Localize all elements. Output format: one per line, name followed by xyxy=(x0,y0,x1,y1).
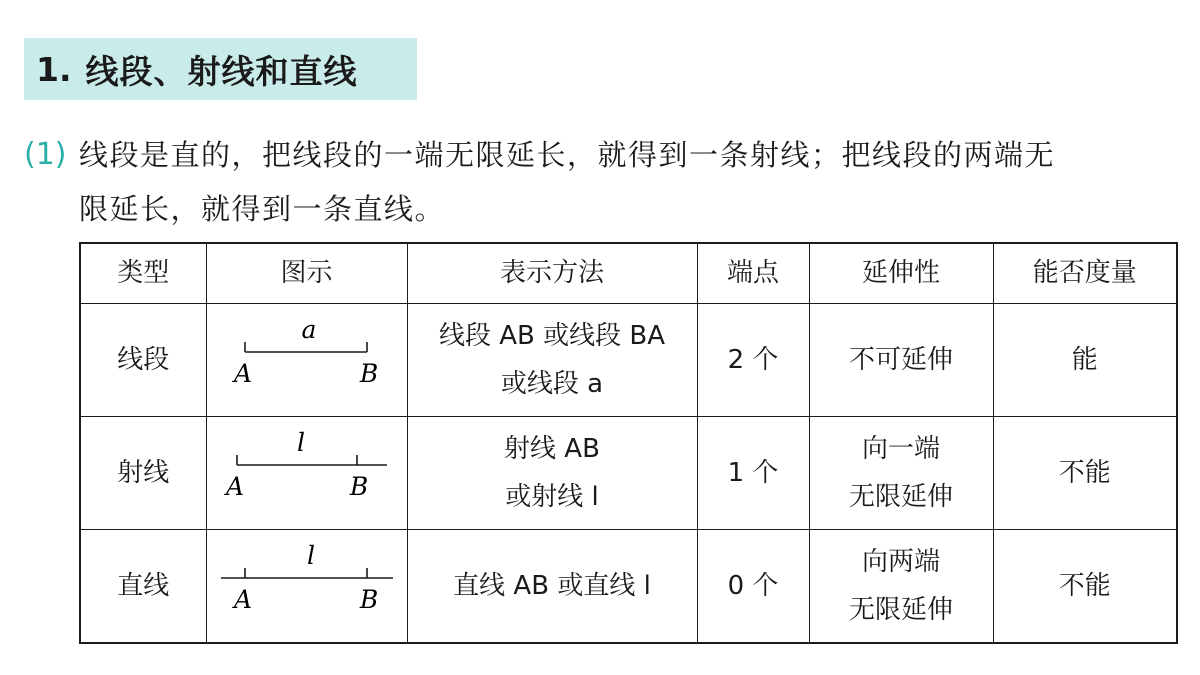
table-row-segment xyxy=(80,303,1177,416)
intro-line-1: 线段是直的，把线段的一端无限延长，就得到一条射线；把线段的两端无 xyxy=(79,138,1056,172)
segment-diagram xyxy=(207,304,407,400)
line-label-top: l xyxy=(306,540,315,570)
header-type: 类型 xyxy=(80,243,206,303)
section-number: 1. xyxy=(36,49,72,89)
cell-method xyxy=(407,303,697,416)
cell-type: 直线 xyxy=(80,529,206,643)
method-line-2: 或线段 a xyxy=(500,368,604,399)
extension-line-1: 不可延伸 xyxy=(848,344,953,375)
cell-endpoints: 2 个 xyxy=(697,303,809,416)
cell-endpoints: 0 个 xyxy=(697,529,809,643)
ray-label-right: B xyxy=(349,471,368,501)
cell-diagram xyxy=(206,529,407,643)
cell-type: 线段 xyxy=(80,303,206,416)
line-label-right: B xyxy=(359,584,378,614)
cell-method xyxy=(407,529,697,643)
cell-extension xyxy=(809,416,993,529)
item-marker: (1) xyxy=(24,137,67,172)
header-measurable: 能否度量 xyxy=(993,243,1177,303)
table-header-row xyxy=(80,243,1177,303)
cell-measurable: 不能 xyxy=(993,529,1177,643)
ray-label-top: l xyxy=(296,427,305,457)
cell-type: 射线 xyxy=(80,416,206,529)
extension-line-2: 无限延伸 xyxy=(848,594,953,625)
segment-label-right: B xyxy=(359,358,378,388)
section-heading xyxy=(24,38,417,100)
table-row-ray xyxy=(80,416,1177,529)
method-line-1: 直线 AB 或直线 l xyxy=(453,570,651,601)
header-diagram: 图示 xyxy=(206,243,407,303)
cell-diagram xyxy=(206,416,407,529)
ray-label-left: A xyxy=(225,471,244,501)
cell-measurable: 不能 xyxy=(993,416,1177,529)
header-method: 表示方法 xyxy=(407,243,697,303)
cell-extension xyxy=(809,529,993,643)
section-title: 线段、射线和直线 xyxy=(85,51,358,91)
extension-line-1: 向一端 xyxy=(861,433,940,464)
cell-extension xyxy=(809,303,993,416)
ray-diagram xyxy=(207,417,407,513)
header-extension: 延伸性 xyxy=(809,243,993,303)
method-line-1: 射线 AB xyxy=(504,433,600,464)
table-row-line xyxy=(80,529,1177,643)
segment-label-top: a xyxy=(301,314,316,344)
segment-label-left: A xyxy=(233,358,252,388)
extension-line-2: 无限延伸 xyxy=(848,481,953,512)
header-endpoints: 端点 xyxy=(697,243,809,303)
cell-method xyxy=(407,416,697,529)
method-line-1: 线段 AB 或线段 BA xyxy=(438,320,666,351)
cell-endpoints: 1 个 xyxy=(697,416,809,529)
intro-text xyxy=(79,128,1189,236)
line-diagram xyxy=(207,530,407,626)
line-label-left: A xyxy=(233,584,252,614)
method-line-2: 或射线 l xyxy=(505,481,599,512)
intro-line-2: 限延长，就得到一条直线。 xyxy=(79,192,446,226)
comparison-table xyxy=(79,242,1178,644)
cell-diagram xyxy=(206,303,407,416)
extension-line-1: 向两端 xyxy=(861,546,940,577)
cell-measurable: 能 xyxy=(993,303,1177,416)
